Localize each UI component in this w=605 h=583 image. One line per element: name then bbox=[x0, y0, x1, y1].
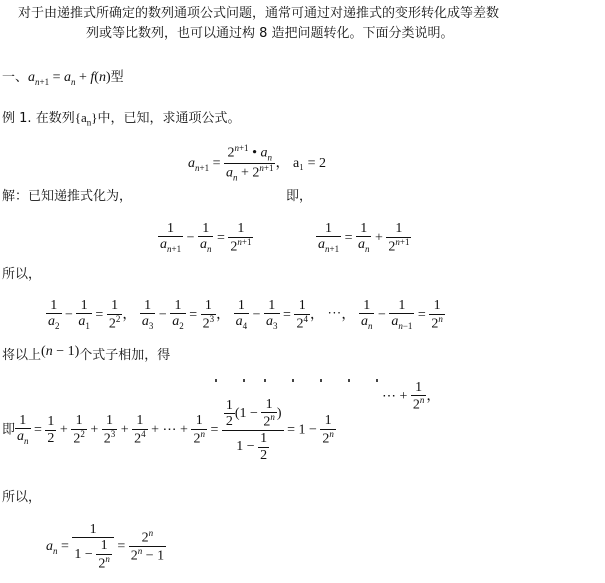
final-formula: $a_n$ = 1 1 − $\frac{1}{2^n}$ = $\frac{2^n}{2^n - 1}$ bbox=[46, 522, 165, 572]
ji-label-2: 即 bbox=[2, 422, 16, 438]
intro-line-2: 列或等比数列，也可以通过构 8 造把问题转化。下面分类说明。 bbox=[86, 26, 454, 41]
section-type-suffix: 型 bbox=[110, 70, 124, 85]
sum-result: 即 $\frac{1}{a_n}$ = $\frac{1}{2}$ + $\frac{1}{2^2}$ + $\frac{1}{2^3}$ + $\frac{1}{2^4}$ + ⋯ + $\frac{1}{2^n}$ = $\frac{1}{2}$ (1 − $\frac{1}{2^n}$ ) 1 − $\frac{1}{2}$ = 1 − $\frac{1}{2^n}$ bbox=[2, 397, 334, 463]
example-label: 例 1. bbox=[2, 111, 32, 126]
recurrence-formula: $a_{n+1}$ = $\frac{2^{n+1} • a_n}{a_n + 2^{n+1}}$ ， a₁ = 2 bbox=[188, 143, 326, 183]
combine-text-b: 个式子相加，得 bbox=[79, 348, 171, 363]
example-text-a: 在数列 bbox=[35, 111, 75, 126]
example-1 bbox=[2, 107, 240, 128]
difference-equations: $\frac{1}{a_2}$ − $\frac{1}{a_1}$ = $\frac{1}{2^2}$ ， $\frac{1}{a_3}$ − $\frac{1}{a_2}$ = $\frac{1}{2^3}$ ， $\frac{1}{a_4}$ − $\frac{1}{a_3}$ = $\frac{1}{2^4}$ ， ⋯， $\frac{1}{a_n}$ − $\frac{1}{a_{n-1}}$ = $\frac{1}{2^n}$ bbox=[48, 298, 443, 332]
section-formula: $a_{n+1} = a_n + f(n)$ bbox=[28, 70, 111, 87]
section-prefix: 一、 bbox=[2, 70, 29, 85]
combine-text-a: 将以上 bbox=[2, 348, 42, 363]
suoyi-label-1: 所以， bbox=[2, 267, 42, 282]
trailing-term: ⋯ + $\frac{1}{2^n}$ ， bbox=[382, 380, 441, 414]
combine-line bbox=[2, 344, 170, 363]
solution-line: 解：已知递推式化为， bbox=[2, 189, 133, 204]
initial-value: a₁ = 2 bbox=[292, 156, 326, 172]
suoyi-label-2: 所以， bbox=[2, 490, 42, 505]
intro-line-1: 对于由递推式所确定的数列通项公式问题，通常可通过对递推式的变形转化成等差数 bbox=[18, 6, 500, 21]
transformed-recurrence-1: $\frac{1}{a_{n+1}}$ − $\frac{1}{a_n}$ = $\frac{1}{2^{n+1}}$ bbox=[160, 221, 252, 255]
count-expression: (n − 1) bbox=[41, 344, 80, 359]
sequence-notation: $\{a_n\}$ bbox=[74, 110, 98, 128]
example-text-b: 中，已知，求通项公式。 bbox=[97, 111, 241, 126]
transformed-recurrence-2: $\frac{1}{a_{n+1}}$ = $\frac{1}{a_n}$ + $\frac{1}{2^{n+1}}$ bbox=[318, 221, 410, 255]
section-heading bbox=[2, 66, 124, 87]
ji-label-1: 即， bbox=[286, 189, 313, 204]
